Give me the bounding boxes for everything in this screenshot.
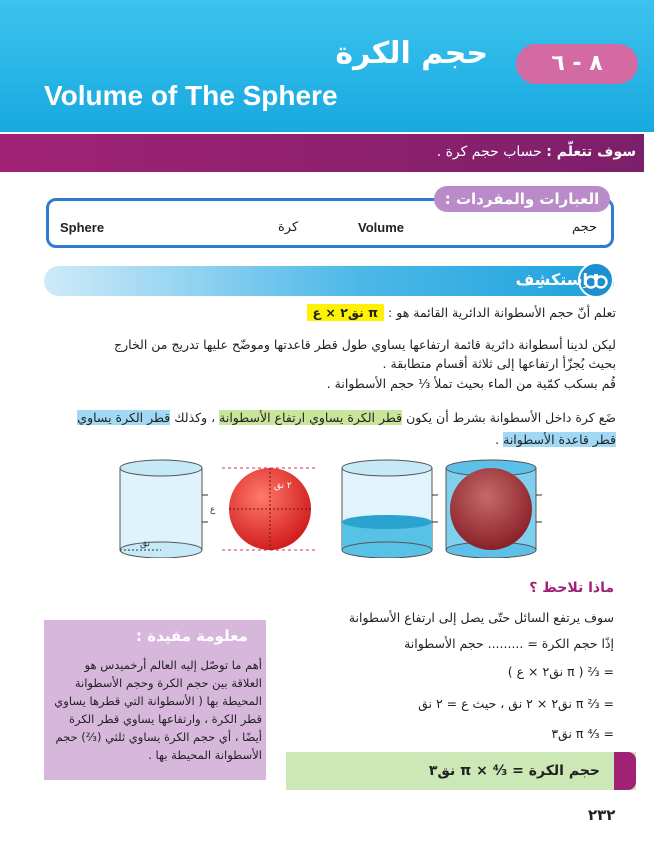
explore-text: ، وكذلك (174, 410, 216, 425)
explore-line: قُم بسكب كمّية من الماء بحيث تملأ ⅓ حجم الأسطوانة . (326, 376, 616, 391)
empty-cylinder (120, 460, 216, 558)
sphere-volume-formula: حجم الكرة = ⁴⁄₃ × π نق٣ (428, 763, 600, 779)
explore-line (495, 432, 616, 447)
explore-line (77, 410, 616, 425)
cylinder-with-sphere (446, 460, 542, 558)
objective-text: حساب حجم كرة . (436, 144, 542, 160)
explore-line (307, 305, 617, 320)
vocab-term-en: Sphere (60, 220, 105, 235)
notice-line: سوف يرتفع السائل حتّى يصل إلى ارتفاع الأسطوانة (348, 610, 614, 625)
vocabulary-title: العبارات والمفردات : (434, 186, 610, 212)
objective-label: سوف تتعلّم : (546, 144, 636, 160)
page-number: ٢٣٢ (588, 806, 616, 824)
cylinder-volume-formula: π نق٢ × ع (307, 304, 385, 321)
notice-line: = ⁴⁄₃ π نق٣ (551, 726, 614, 741)
explore-text: ضَع كرة داخل الأسطوانة بشرط أن يكون (406, 410, 616, 425)
cylinders-sphere-figure (110, 458, 550, 558)
explore-label: اِستكشِف (515, 270, 588, 289)
notice-line: إذًا حجم الكرة = ......... حجم الأسطوانة (404, 636, 614, 651)
water-cylinder (342, 460, 438, 558)
objective (437, 144, 636, 160)
notice-line: = ⅔ π نق٢ × ٢ نق ، حيث ع = ٢ نق (418, 696, 614, 711)
page-title-english: Volume of The Sphere (44, 80, 338, 111)
highlight-blue: قطر الكرة يساوي (77, 410, 171, 425)
vocab-term-en: Volume (358, 220, 404, 235)
explore-text: . (495, 432, 500, 447)
explore-line: ليكن لدينا أسطوانة دائرية قائمة ارتفاعها يساوي طول قطر قاعدتها وموضّح عليها تدريج من الخارج (114, 337, 616, 352)
explore-text: تعلم أنّ حجم الأسطوانة الدائرية القائمة هو : (388, 305, 616, 320)
highlight-green: قطر الكرة يساوي ارتفاع الأسطوانة (219, 410, 403, 425)
red-sphere (222, 468, 318, 550)
highlight-blue: قطر قاعدة الأسطوانة (503, 432, 616, 447)
lesson-number-badge: ٨ - ٦ (516, 44, 638, 84)
notice-heading: ماذا تلاحظ ؟ (529, 580, 614, 596)
label-sphere-diameter: ٢ نق (274, 481, 292, 491)
label-base-radius: نق (140, 539, 151, 549)
label-height: ع (210, 505, 216, 515)
explore-line: بحيث يُجزّأ ارتفاعها إلى ثلاثة أقسام متطابقة . (382, 356, 616, 371)
vocab-term-ar: حجم (572, 220, 598, 235)
page-title-arabic: حجم الكرة (335, 36, 488, 71)
result-bar-cap (614, 752, 636, 790)
vocab-term-ar: كرة (278, 220, 299, 235)
notice-line: = ⅔ ( π نق٢ × ع ) (507, 664, 614, 679)
info-body: أهم ما توصّل إليه العالم أرخميدس هو العلاقة بين حجم الكرة وحجم الأسطوانة المحيطة بها ( الأسطوانة التي قطرها يساوي قطر الكرة ، وارتفاعها يساوي قطر الكرة أيضًا ، أي حجم الكرة يساوي ثلثي (⅔) حجم الأسطوانة المحيطة بها . (54, 658, 262, 762)
info-title: معلومة مفيدة : (136, 627, 248, 645)
